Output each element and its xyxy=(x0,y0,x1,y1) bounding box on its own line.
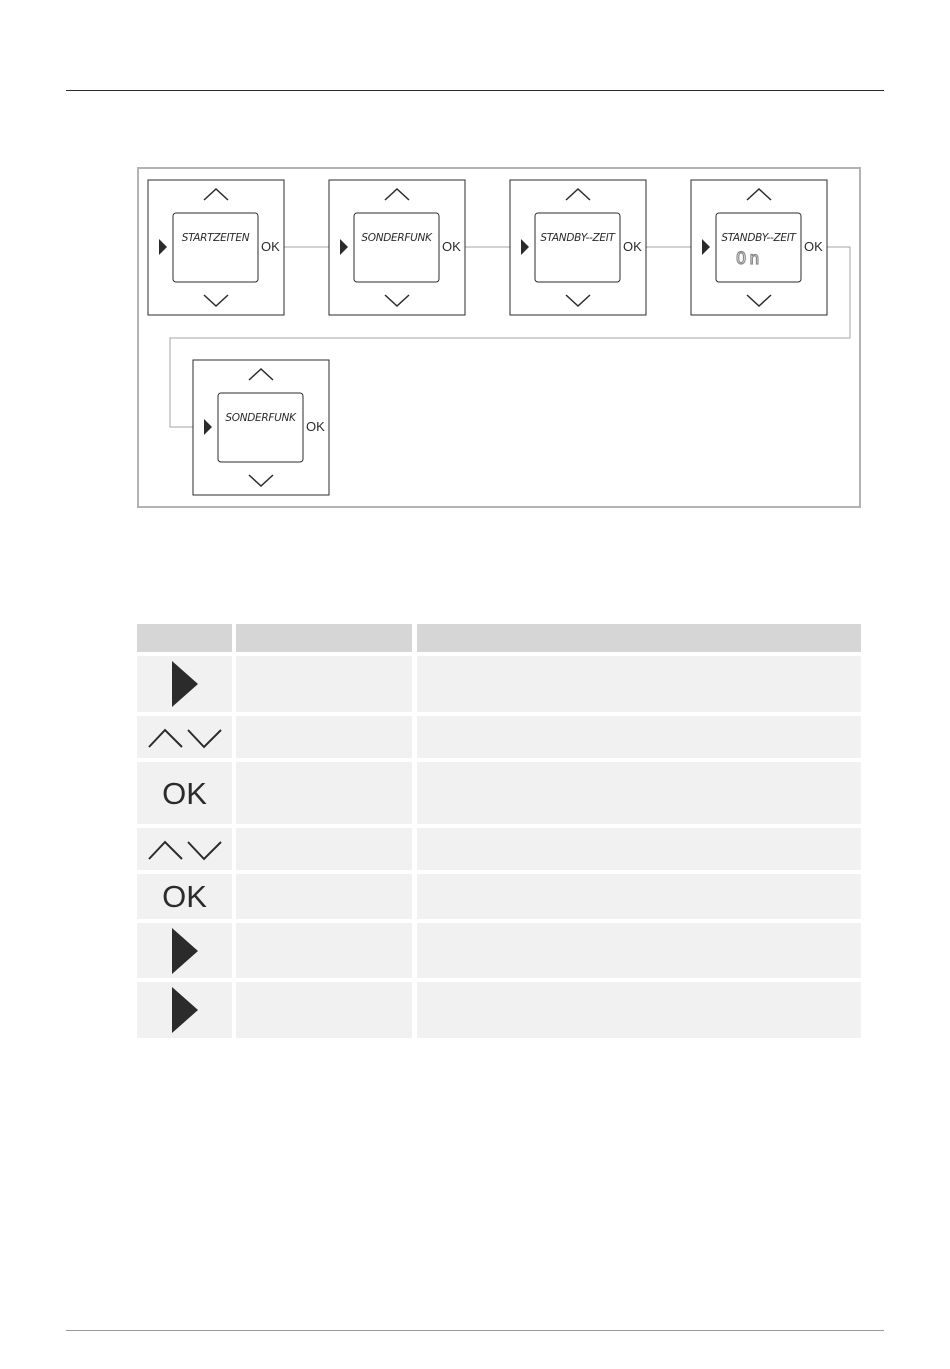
ok-label: OK xyxy=(623,239,642,254)
lcd-display xyxy=(535,213,620,282)
table-row xyxy=(137,982,861,1038)
display-text: STARTZEITEN xyxy=(181,232,250,244)
symbol-cell xyxy=(137,874,232,919)
arrow-right-icon xyxy=(172,987,198,1033)
table-header xyxy=(137,624,861,652)
arrow-right-icon xyxy=(172,928,198,974)
lcd-display xyxy=(173,213,258,282)
up-down-arrows-icon xyxy=(147,837,223,861)
device-panel-4 xyxy=(691,180,827,315)
description-cell xyxy=(417,828,861,870)
key-cell xyxy=(236,716,412,758)
table-row xyxy=(137,874,861,919)
ok-label: OK xyxy=(442,239,461,254)
table-row xyxy=(137,656,861,712)
device-panel-1 xyxy=(148,180,284,315)
table-row xyxy=(137,923,861,978)
description-cell xyxy=(417,762,861,824)
up-down-arrows-icon xyxy=(147,725,223,749)
table-row xyxy=(137,828,861,870)
description-cell xyxy=(417,923,861,978)
key-cell xyxy=(236,874,412,919)
key-cell xyxy=(236,762,412,824)
key-cell xyxy=(236,656,412,712)
top-rule xyxy=(66,90,884,91)
description-cell xyxy=(417,716,861,758)
ok-symbol: OK xyxy=(162,879,207,914)
display-text: SONDERFUNK xyxy=(225,412,296,424)
table-row xyxy=(137,716,861,758)
ok-label: OK xyxy=(804,239,823,254)
ok-label: OK xyxy=(261,239,280,254)
symbol-cell xyxy=(137,762,232,824)
symbol-cell xyxy=(137,716,232,758)
header-cell xyxy=(236,624,412,652)
display-text: SONDERFUNK xyxy=(361,232,432,244)
bottom-rule xyxy=(66,1330,884,1331)
lcd-display xyxy=(716,213,801,282)
description-cell xyxy=(417,656,861,712)
device-panel-5 xyxy=(193,360,329,495)
symbol-cell xyxy=(137,982,232,1038)
ok-label: OK xyxy=(306,419,325,434)
key-cell xyxy=(236,828,412,870)
device-panel-2 xyxy=(329,180,465,315)
display-text: STANDBY--ZEIT xyxy=(540,232,615,244)
table-row xyxy=(137,762,861,824)
menu-flow-diagram xyxy=(137,167,861,508)
symbol-cell xyxy=(137,656,232,712)
ok-symbol: OK xyxy=(162,775,207,811)
display-text: STANDBY--ZEIT xyxy=(721,232,796,244)
description-cell xyxy=(417,982,861,1038)
lcd-display xyxy=(354,213,439,282)
display-value: On xyxy=(736,249,763,269)
symbol-cell xyxy=(137,828,232,870)
key-cell xyxy=(236,923,412,978)
arrow-right-icon xyxy=(172,661,198,707)
symbol-cell xyxy=(137,923,232,978)
device-panel-3 xyxy=(510,180,646,315)
description-cell xyxy=(417,874,861,919)
header-cell xyxy=(137,624,232,652)
key-cell xyxy=(236,982,412,1038)
header-cell xyxy=(417,624,861,652)
lcd-display xyxy=(218,393,303,462)
